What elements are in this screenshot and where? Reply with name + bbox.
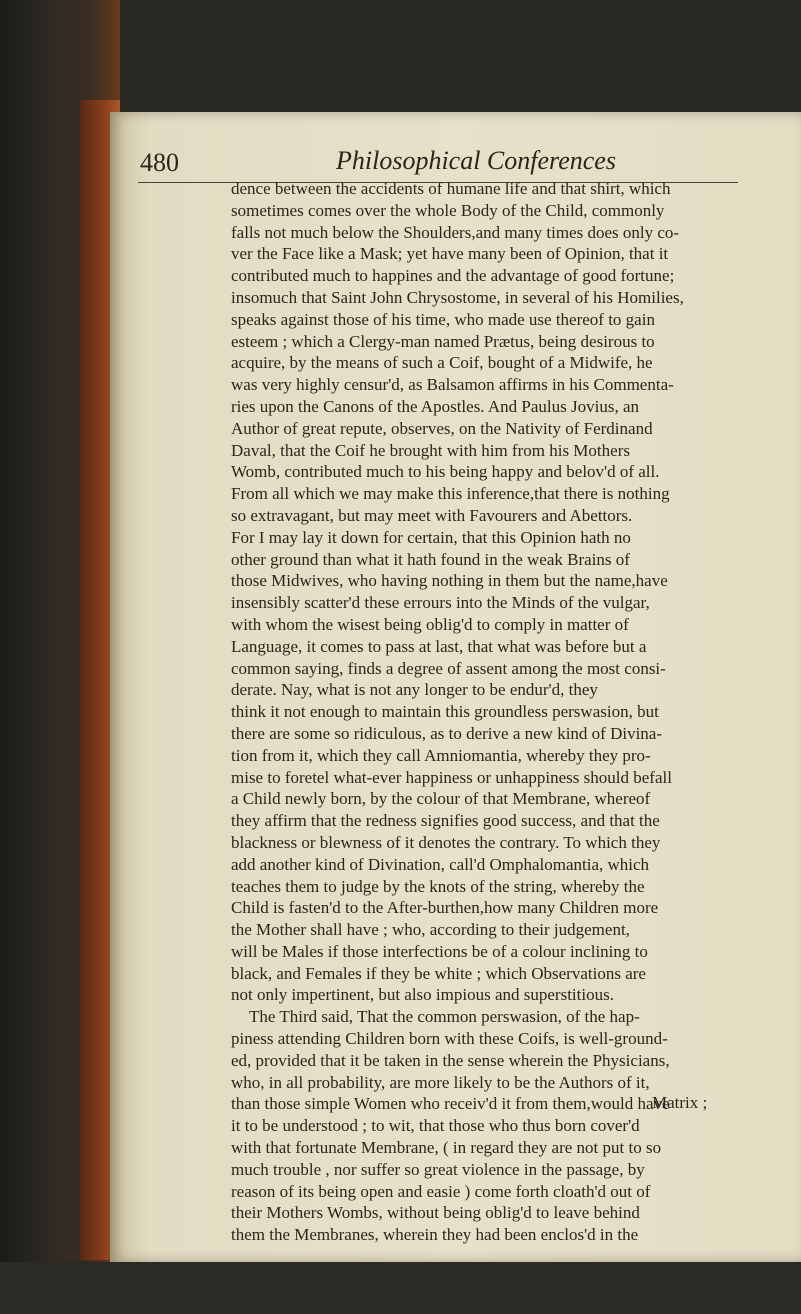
text-line: with that fortunate Membrane, ( in regard they are not put to so <box>231 1138 662 1158</box>
text-line: much trouble , nor suffer so great violence in the passage, by <box>231 1159 645 1179</box>
text-line: acquire, by the means of such a Coif, bought of a Midwife, he <box>231 353 653 373</box>
text-line: From all which we may make this inference,that there is nothing <box>231 484 670 504</box>
text-line: ver the Face like a Mask; yet have many been of Opinion, that it <box>231 244 669 264</box>
text-line: them the Membranes, wherein they had been enclos'd in the <box>231 1225 639 1245</box>
text-line: think it not enough to maintain this groundless perswasion, but <box>231 702 659 722</box>
text-line: For I may lay it down for certain, that this Opinion hath no <box>231 527 631 547</box>
text-line: with whom the wisest being oblig'd to comply in matter of <box>231 614 629 634</box>
text-line: there are some so ridiculous, as to derive a new kind of Divina- <box>231 723 663 743</box>
text-line: will be Males if those interfections be of a colour inclining to <box>231 941 648 961</box>
text-line: The Third said, That the common perswasion, of the hap- <box>249 1007 640 1027</box>
text-line: insensibly scatter'd these errours into the Minds of the vulgar, <box>231 593 650 613</box>
background-below-page <box>0 1262 801 1314</box>
text-line: other ground than what it hath found in the weak Brains of <box>231 549 630 569</box>
text-line: blackness or blewness of it denotes the contrary. To which they <box>231 832 661 852</box>
text-line: teaches them to judge by the knots of the string, whereby the <box>231 876 645 896</box>
running-title: Philosophical Conferences <box>336 146 616 175</box>
text-line: Language, it comes to pass at last, that what was before but a <box>231 636 647 656</box>
text-line: it to be understood ; to wit, that those who thus born cover'd <box>231 1116 640 1136</box>
text-line: than those simple Women who receiv'd it from them,would have <box>231 1094 670 1114</box>
text-line: their Mothers Wombs, without being oblig'd to leave behind <box>231 1203 640 1223</box>
text-line: derate. Nay, what is not any longer to be endur'd, they <box>231 680 598 700</box>
text-line: tion from it, which they call Amniomantia, whereby they pro- <box>231 745 651 765</box>
text-line: reason of its being open and easie ) come forth cloath'd out of <box>231 1181 651 1201</box>
body-text <box>231 178 791 1246</box>
text-line: they affirm that the redness signifies good success, and that the <box>231 811 660 831</box>
text-line: insomuch that Saint John Chrysostome, in several of his Homilies, <box>231 287 684 307</box>
text-line: was very highly censur'd, as Balsamon affirms in his Commenta- <box>231 375 674 395</box>
text-line: speaks against those of his time, who made use thereof to gain <box>231 309 655 329</box>
text-line: ed, provided that it be taken in the sense wherein the Physicians, <box>231 1050 670 1070</box>
text-line: not only impertinent, but also impious and superstitious. <box>231 985 614 1005</box>
text-line: dence between the accidents of humane life and that shirt, which <box>231 179 671 198</box>
text-line: Womb, contributed much to his being happy and belov'd of all. <box>231 462 660 482</box>
text-line: add another kind of Divination, call'd Omphalomantia, which <box>231 854 650 874</box>
text-line: sometimes comes over the whole Body of the Child, commonly <box>231 200 665 220</box>
text-line: piness attending Children born with these Coifs, is well-ground- <box>231 1029 668 1049</box>
catchword: Matrix ; <box>652 1093 708 1112</box>
text-line: Daval, that the Coif he brought with him from his Mothers <box>231 440 630 460</box>
text-line: a Child newly born, by the colour of that Membrane, whereof <box>231 789 651 809</box>
page-number: 480 <box>140 148 179 177</box>
text-line: Author of great repute, observes, on the Nativity of Ferdinand <box>231 418 653 438</box>
text-line: mise to foretel what-ever happiness or unhappiness should befall <box>231 767 672 787</box>
text-line: the Mother shall have ; who, according to their judgement, <box>231 920 630 940</box>
text-line: Child is fasten'd to the After-burthen,how many Children more <box>231 898 659 918</box>
text-line: those Midwives, who having nothing in them but the name,have <box>231 571 668 591</box>
text-line: esteem ; which a Clergy-man named Prætus, being desirous to <box>231 331 655 351</box>
text-line: black, and Females if they be white ; which Observations are <box>231 963 646 983</box>
text-line: falls not much below the Shoulders,and many times does only co- <box>231 222 680 242</box>
text-line: so extravagant, but may meet with Favourers and Abettors. <box>231 505 633 525</box>
text-line: ries upon the Canons of the Apostles. And Paulus Jovius, an <box>231 396 639 416</box>
text-line: contributed much to happines and the advantage of good fortune; <box>231 266 675 286</box>
text-line: who, in all probability, are more likely to be the Authors of it, <box>231 1072 650 1092</box>
text-line: common saying, finds a degree of assent among the most consi- <box>231 658 666 678</box>
